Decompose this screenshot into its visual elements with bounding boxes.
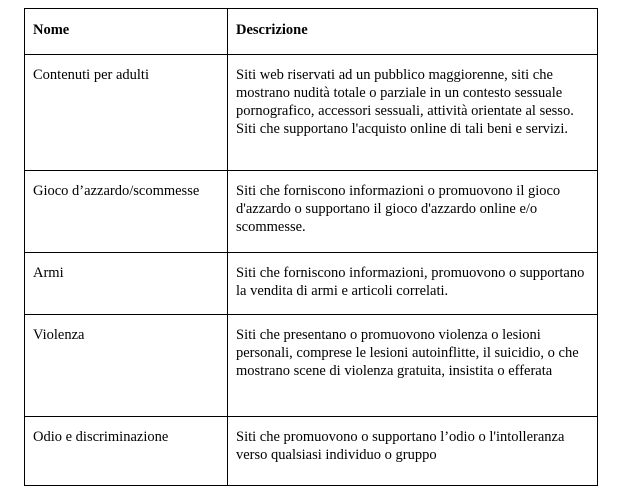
category-description: Siti che forniscono informazioni, promuovono o supportano la vendita di armi e articoli correlati. [228, 253, 598, 315]
table-row [25, 55, 598, 171]
table-header [25, 9, 598, 55]
table-row [25, 253, 598, 315]
table-row [25, 417, 598, 486]
table-body [25, 55, 598, 486]
category-name: Gioco d’azzardo/scommesse [25, 171, 228, 253]
header-description: Descrizione [228, 9, 598, 55]
category-description: Siti che forniscono informazioni o promuovono il gioco d'azzardo o supportano il gioco d'azzardo online e/o scommesse. [228, 171, 598, 253]
category-description: Siti che promuovono o supportano l’odio o l'intolleranza verso qualsiasi individuo o gruppo [228, 417, 598, 486]
category-description: Siti che presentano o promuovono violenza o lesioni personali, comprese le lesioni autoinflitte, il suicidio, o che mostrano scene di violenza gratuita, insistita o efferata [228, 315, 598, 417]
category-name: Contenuti per adulti [25, 55, 228, 171]
category-name: Armi [25, 253, 228, 315]
table-row [25, 315, 598, 417]
header-name: Nome [25, 9, 228, 55]
table-row [25, 171, 598, 253]
category-name: Odio e discriminazione [25, 417, 228, 486]
header-row [25, 9, 598, 55]
category-name: Violenza [25, 315, 228, 417]
category-description: Siti web riservati ad un pubblico maggiorenne, siti che mostrano nudità totale o parziale in un contesto sessuale pornografico, accessori sessuali, attività orientate al sesso. Siti che supportano l'acquisto online di tali beni e servizi. [228, 55, 598, 171]
categories-table [24, 8, 598, 486]
